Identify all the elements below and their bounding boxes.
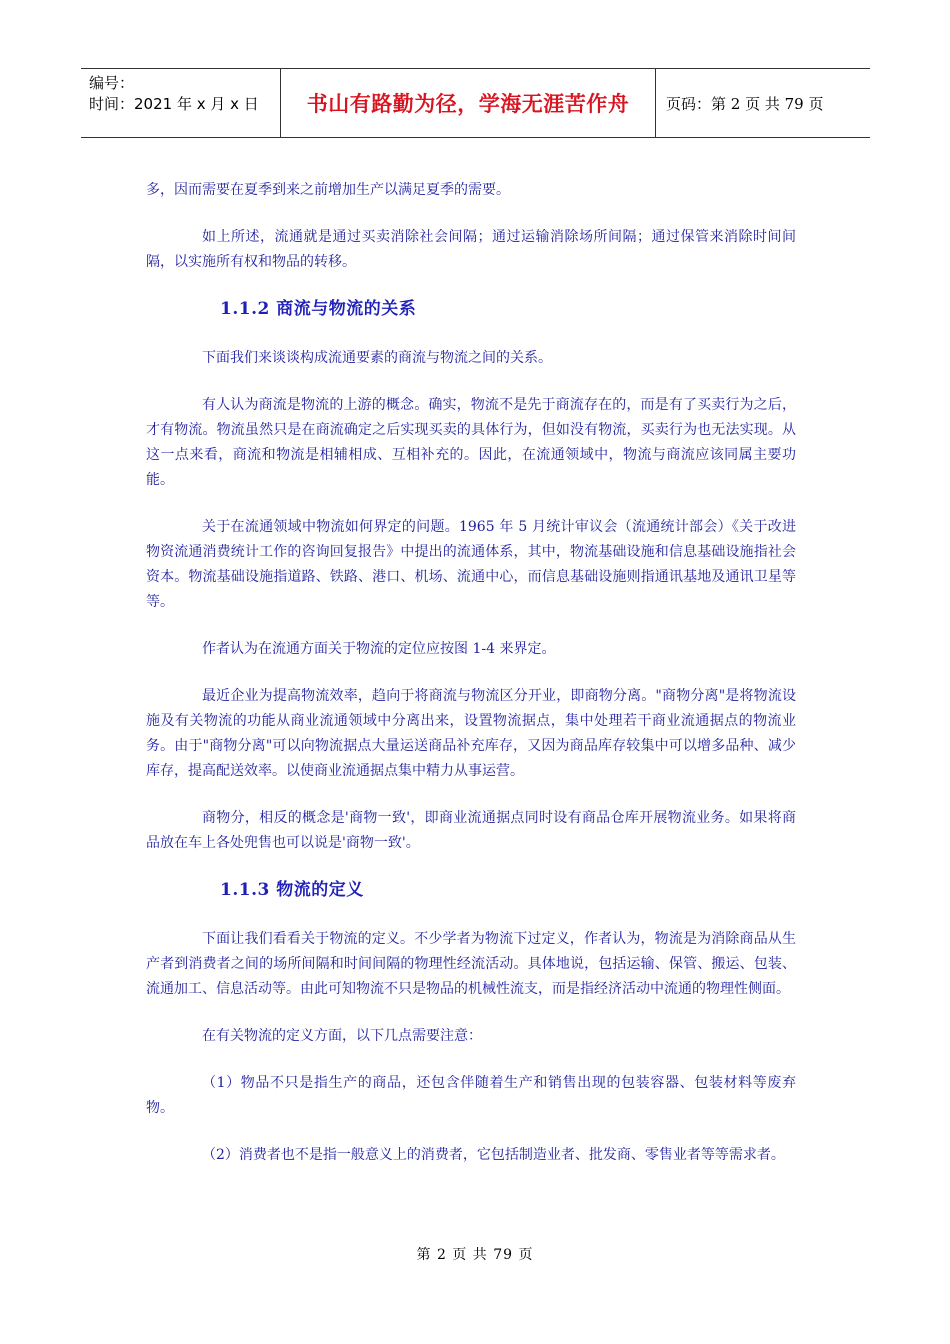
- paragraph: 商物分，相反的概念是'商物一致'，即商业流通据点同时设有商品仓库开展物流业务。如果将商品放在车上各处兜售也可以说是'商物一致'。: [146, 810, 796, 851]
- paragraph: 在有关物流的定义方面，以下几点需要注意：: [202, 1028, 482, 1044]
- page-header: [81, 68, 870, 138]
- paragraph: 下面我们来谈谈构成流通要素的商流与物流之间的关系。: [202, 350, 552, 366]
- page-footer: 第 2 页 共 79 页: [416, 1247, 534, 1263]
- paragraph: 如上所述，流通就是通过买卖消除社会间隔；通过运输消除场所间隔；通过保管来消除时间间隔，以实施所有权和物品的转移。: [146, 229, 796, 270]
- section-heading: 1.1.3 物流的定义: [220, 880, 364, 900]
- paragraph: 多，因而需要在夏季到来之前增加生产以满足夏季的需要。: [146, 182, 510, 198]
- paragraph: （2）消费者也不是指一般意义上的消费者，它包括制造业者、批发商、零售业者等等需求者。: [202, 1147, 785, 1163]
- document-body: [146, 178, 796, 1190]
- page-info: 页码：第 2 页 共 79 页: [666, 94, 824, 113]
- paragraph: （1）物品不只是指生产的商品，还包含伴随着生产和销售出现的包装容器、包装材料等废弃物。: [146, 1075, 796, 1116]
- paragraph: 下面让我们看看关于物流的定义。不少学者为物流下过定义，作者认为，物流是为消除商品从生产者到消费者之间的场所间隔和时间间隔的物理性经流活动。具体地说，包括运输、保管、搬运、包装、流通加工、信息活动等。由此可知物流不只是物品的机械性流支，而是指经济活动中流通的物理性侧面。: [146, 931, 796, 997]
- paragraph: 最近企业为提高物流效率，趋向于将商流与物流区分开业，即商物分离。"商物分离"是将物流设施及有关物流的功能从商业流通领域中分离出来，设置物流据点，集中处理若干商业流通据点的物流业务。由于"商物分离"可以向物流据点大量运送商品补充库存，又因为商品库存较集中可以增多品种、减少库存，提高配送效率。以使商业流通据点集中精力从事运营。: [146, 688, 796, 779]
- motto: 书山有路勤为径，学海无涯苦作舟: [281, 69, 656, 137]
- time-label: 时间：2021 年 x 月 x 日: [89, 95, 259, 113]
- section-heading: 1.1.2 商流与物流的关系: [220, 299, 417, 319]
- header-meta: [81, 69, 281, 137]
- paragraph: 有人认为商流是物流的上游的概念。确实，物流不是先于商流存在的，而是有了买卖行为之后，才有物流。物流虽然只是在商流确定之后实现买卖的具体行为，但如没有物流，买卖行为也无法实现。从这一点来看，商流和物流是相辅相成、互相补充的。因此，在流通领域中，物流与商流应该同属主要功能。: [146, 397, 796, 488]
- paragraph: 关于在流通领域中物流如何界定的问题。1965 年 5 月统计审议会（流通统计部会）《关于改进物资流通消费统计工作的咨询回复报告》中提出的流通体系，其中，物流基础设施和信息基础设施指社会资本。物流基础设施指道路、铁路、港口、机场、流通中心，而信息基础设施则指通讯基地及通讯卫星等等。: [146, 519, 796, 610]
- paragraph: 作者认为在流通方面关于物流的定位应按图 1-4 来界定。: [202, 641, 556, 657]
- number-label: 编号：: [89, 74, 135, 92]
